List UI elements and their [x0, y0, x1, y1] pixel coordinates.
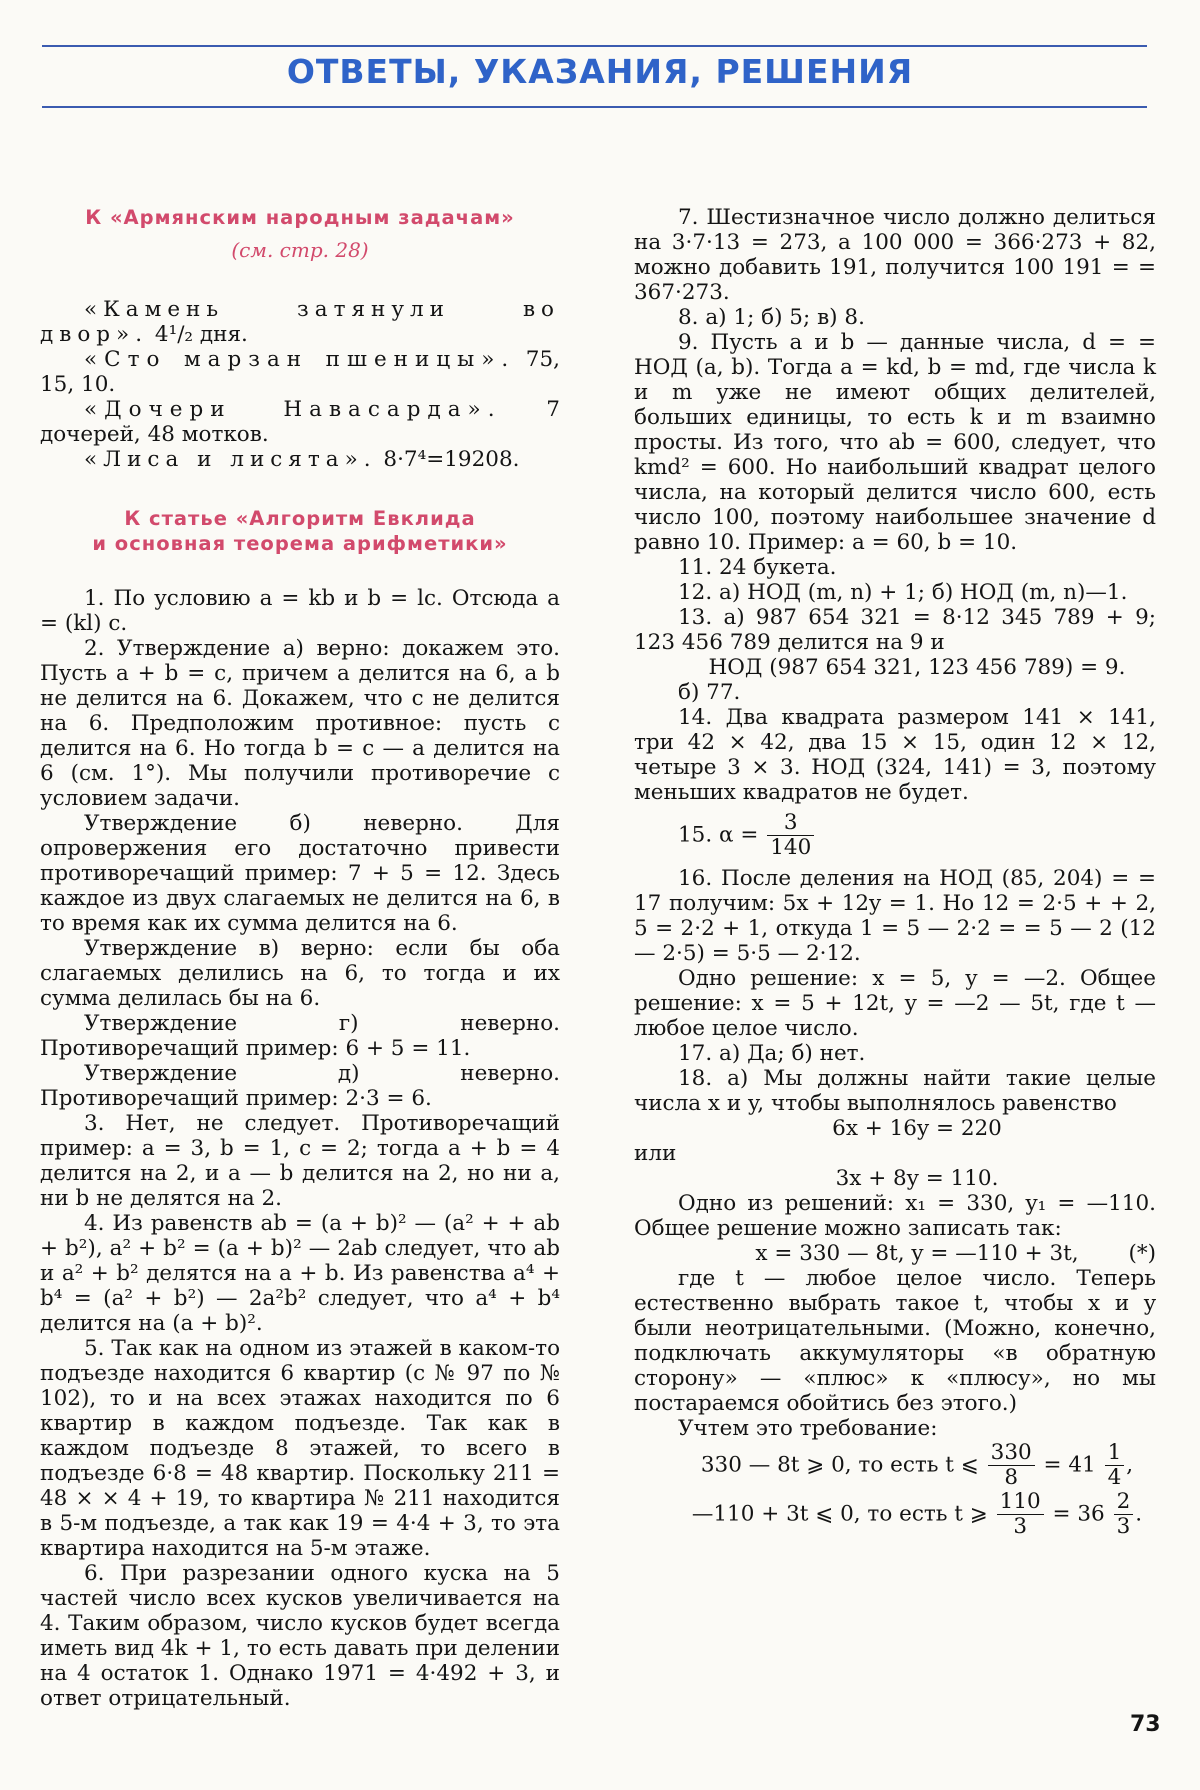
equation-tag: (*) [1128, 1241, 1156, 1266]
formula-13: НОД (987 654 321, 123 456 789) = 9. [708, 655, 1126, 680]
formula-18c: x = 330 — 8t, y = —110 + 3t, (*) [755, 1241, 1156, 1266]
page-title: ОТВЕТЫ, УКАЗАНИЯ, РЕШЕНИЯ [286, 52, 914, 91]
solution-15: 15. α = $\frac{3}{140}$ [634, 811, 1156, 860]
solution-12: 12. а) НОД (m, n) + 1; б) НОД (m, n)—1. [678, 580, 1128, 605]
fraction-15: $\frac{3}{140}$ [767, 811, 814, 860]
solution-18c: где t — любое целое число. Теперь естественно выбрать такое t, чтобы x и y были неотрицательными. (Можно, конечно, подключать аккумуляторы «в обратную сторону» — «плюс» к «плюсу», но мы постараемся обойтись без этого.) [634, 1266, 1156, 1416]
solution-13: 13. а) 987 654 321 = 8·12 345 789 + 9; 123 456 789 делится на 9 и [634, 605, 1156, 655]
page-number: 73 [1130, 1712, 1161, 1737]
solution-2d: Утверждение д) неверно. Противоречащий пример: 2·3 = 6. [40, 1061, 560, 1111]
solution-11: 11. 24 букета. [678, 555, 837, 580]
left-column [40, 205, 560, 1711]
answer-daughters: «Дочери Навасарда». 7 дочерей, 48 мотков. [40, 397, 560, 447]
solution-1: 1. По условию a = kb и b = lc. Отсюда a = (kl) c. [40, 586, 560, 636]
formula-18a: 6x + 16y = 220 [832, 1116, 1002, 1141]
title-underline-rule [42, 106, 1147, 108]
solution-14: 14. Два квадрата размером 141 × 141, три 42 × 42, два 15 × 15, один 12 × 12, четыре 3 × 3. НОД (324, 141) = 3, поэтому меньших квадратов не будет. [634, 705, 1156, 805]
inequality-1: 330 — 8t ⩾ 0, то есть t ⩽ $\frac{330}{8}$ = 41 $\frac{1}{4}$ , [700, 1440, 1134, 1490]
solution-17: 17. а) Да; б) нет. [678, 1041, 866, 1066]
solution-7: 7. Шестизначное число должно делиться на 3·7·13 = 273, а 100 000 = 366·273 + 82, можно добавить 191, получится 100 191 = = 367·273. [634, 205, 1156, 305]
solution-13b: б) 77. [678, 680, 741, 705]
solution-6: 6. При разрезании одного куска на 5 частей число всех кусков увеличивается на 4. Таким образом, число кусков будет всегда иметь вид 4k + 1, то есть давать при делении на 4 остаток 1. Однако 1971 = 4·492 + 3, и ответ отрицательный. [40, 1561, 560, 1711]
section-page-reference: (см. стр. 28) [231, 238, 369, 262]
section-heading-euclid: К статье «Алгоритм Евклида и основная теорема арифметики» [92, 507, 508, 555]
solution-4: 4. Из равенств ab = (a + b)² — (a² + + ab + b²), a² + b² = (a + b)² — 2ab следует, что ab и a² + b² делятся на a + b. Из равенства a⁴ + b⁴ = (a² + b²) — 2a²b² следует, что a⁴ + b⁴ делится на (a + b)². [40, 1211, 560, 1336]
answer-wheat: «Сто марзан пшеницы». 75, 15, 10. [40, 347, 560, 397]
solution-18: 18. а) Мы должны найти такие целые числа x и y, чтобы выполнялось равенство [634, 1066, 1156, 1116]
word-or: или [634, 1141, 677, 1166]
inequality-2: —110 + 3t ⩽ 0, то есть t ⩾ $\frac{110}{3}$ = 36 $\frac{2}{3}$ . [691, 1489, 1143, 1539]
solution-2b: Утверждение б) неверно. Для опровержения его достаточно привести противоречащий пример: 7 + 5 = 12. Здесь каждое из двух слагаемых не делится на 6, в то время как их сумма делится на 6. [40, 811, 560, 936]
top-rule [42, 45, 1147, 47]
solution-16b: Одно решение: x = 5, y = —2. Общее решение: x = 5 + 12t, y = —2 — 5t, где t — любое целое число. [634, 966, 1156, 1041]
solution-9: 9. Пусть a и b — данные числа, d = = НОД (a, b). Тогда a = kd, b = md, где числа k и m уже не имеют общих делителей, больших единицы, то есть k и m взаимно просты. Из того, что ab = 600, следует, что kmd² = 600. Но наибольший квадрат целого числа, на который делится число 600, есть число 100, поэтому наибольшее значение d равно 10. Пример: a = 60, b = 10. [634, 330, 1156, 555]
solution-16: 16. После деления на НОД (85, 204) = = 17 получим: 5x + 12y = 1. Но 12 = 2·5 + + 2, 5 = 2·2 + 1, откуда 1 = 5 — 2·2 = = 5 — 2 (12 — 2·5) = 5·5 — 2·12. [634, 866, 1156, 966]
solution-3: 3. Нет, не следует. Противоречащий пример: a = 3, b = 1, c = 2; тогда a + b = 4 делится на 2, и a — b делится на 2, но ни a, ни b не делятся на 2. [40, 1111, 560, 1211]
right-column [634, 205, 1156, 1539]
section-heading-armenian: К «Армянским народным задачам» [85, 206, 515, 229]
answer-stone: «Камень затянули во двор». 4¹/₂ дня. [40, 297, 560, 347]
answer-foxes: «Лиса и лисята». 8·7⁴=19208. [84, 447, 520, 472]
solution-2g: Утверждение г) неверно. Противоречащий пример: 6 + 5 = 11. [40, 1011, 560, 1061]
solution-5: 5. Так как на одном из этажей в каком-то подъезде находится 6 квартир (с № 97 по № 102), то и на всех этажах находится по 6 квартир в каждом подъезде. Так как в каждом подъезде 8 этажей, то всего в подъезде 6·8 = 48 квартир. Поскольку 211 = 48 × × 4 + 19, то квартира № 211 находится в 5-м подъезде, а так как 19 = 4·4 + 3, то эта квартира находится на 5-м этаже. [40, 1336, 561, 1561]
solution-18b: Одно из решений: x₁ = 330, y₁ = —110. Общее решение можно записать так: [634, 1191, 1156, 1241]
solution-2v: Утверждение в) верно: если бы оба слагаемых делились на 6, то тогда и их сумма делилась бы на 6. [40, 936, 560, 1011]
solution-18d: Учтем это требование: [678, 1416, 938, 1441]
solution-8: 8. а) 1; б) 5; в) 8. [678, 305, 865, 330]
solution-2: 2. Утверждение а) верно: докажем это. Пусть a + b = c, причем a делится на 6, а b не делится на 6. Докажем, что c не делится на 6. Предположим противное: пусть c делится на 6. Но тогда b = c — a делится на 6 (см. 1°). Мы получили противоречие с условием задачи. [40, 636, 560, 811]
formula-18b: 3x + 8y = 110. [835, 1166, 999, 1191]
